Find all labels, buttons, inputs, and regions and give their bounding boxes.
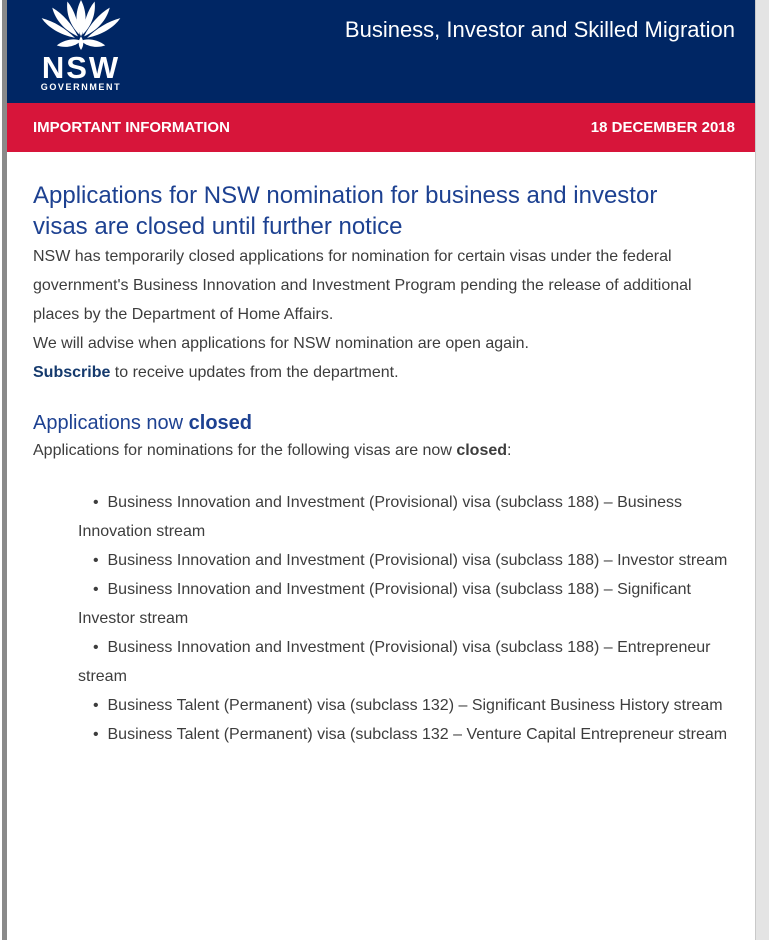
logo-org-text: NSW [41, 50, 121, 85]
paragraph-closure-notice: NSW has temporarily closed applications for nomination for certain visas under the federal government's Business Innovation and Investment Program pending the release of additional places by the Department of Home Affairs. [33, 248, 692, 323]
section-heading-applications-closed [33, 411, 731, 436]
list-intro-prefix: Applications for nominations for the following visas are now [33, 442, 457, 459]
subscribe-link[interactable]: Subscribe [33, 364, 111, 381]
closed-visa-list [33, 488, 731, 749]
list-intro-bold: closed [456, 442, 508, 459]
list-intro [33, 436, 731, 465]
logo-suborg-text: GOVERNMENT [40, 82, 122, 92]
masthead [7, 0, 755, 103]
waratah-flower-icon [33, 0, 129, 56]
list-item: • Business Talent (Permanent) visa (subclass 132 – Venture Capital Entrepreneur stream [78, 720, 731, 749]
section-heading-prefix: Applications now [33, 412, 189, 434]
banner-date: 18 DECEMBER 2018 [590, 119, 735, 136]
paragraph-advise: We will advise when applications for NSW nomination are open again. [33, 335, 529, 352]
page-scrollbar-gutter [755, 0, 769, 940]
masthead-title: Business, Investor and Skilled Migration [344, 17, 735, 42]
subscribe-rest-text: to receive updates from the department. [110, 364, 399, 381]
banner-label: IMPORTANT INFORMATION [33, 119, 230, 136]
paragraph-subscribe [33, 358, 731, 387]
list-item: • Business Innovation and Investment (Provisional) visa (subclass 188) – Significant Investor stream [78, 575, 731, 633]
list-item: • Business Innovation and Investment (Provisional) visa (subclass 188) – Investor stream [78, 546, 731, 575]
list-item: • Business Innovation and Investment (Provisional) visa (subclass 188) – Business Innovation stream [78, 488, 731, 546]
list-item: • Business Innovation and Investment (Provisional) visa (subclass 188) – Entrepreneur stream [78, 633, 731, 691]
article-content [7, 180, 755, 749]
section-heading-bold: closed [188, 412, 253, 434]
list-intro-suffix: : [507, 442, 512, 459]
nsw-government-logo [33, 0, 129, 93]
email-body [7, 0, 755, 940]
list-item: • Business Talent (Permanent) visa (subclass 132) – Significant Business History stream [78, 691, 731, 720]
page-title: Applications for NSW nomination for business and investor visas are closed until further notice [33, 182, 658, 240]
important-information-banner [7, 103, 755, 152]
